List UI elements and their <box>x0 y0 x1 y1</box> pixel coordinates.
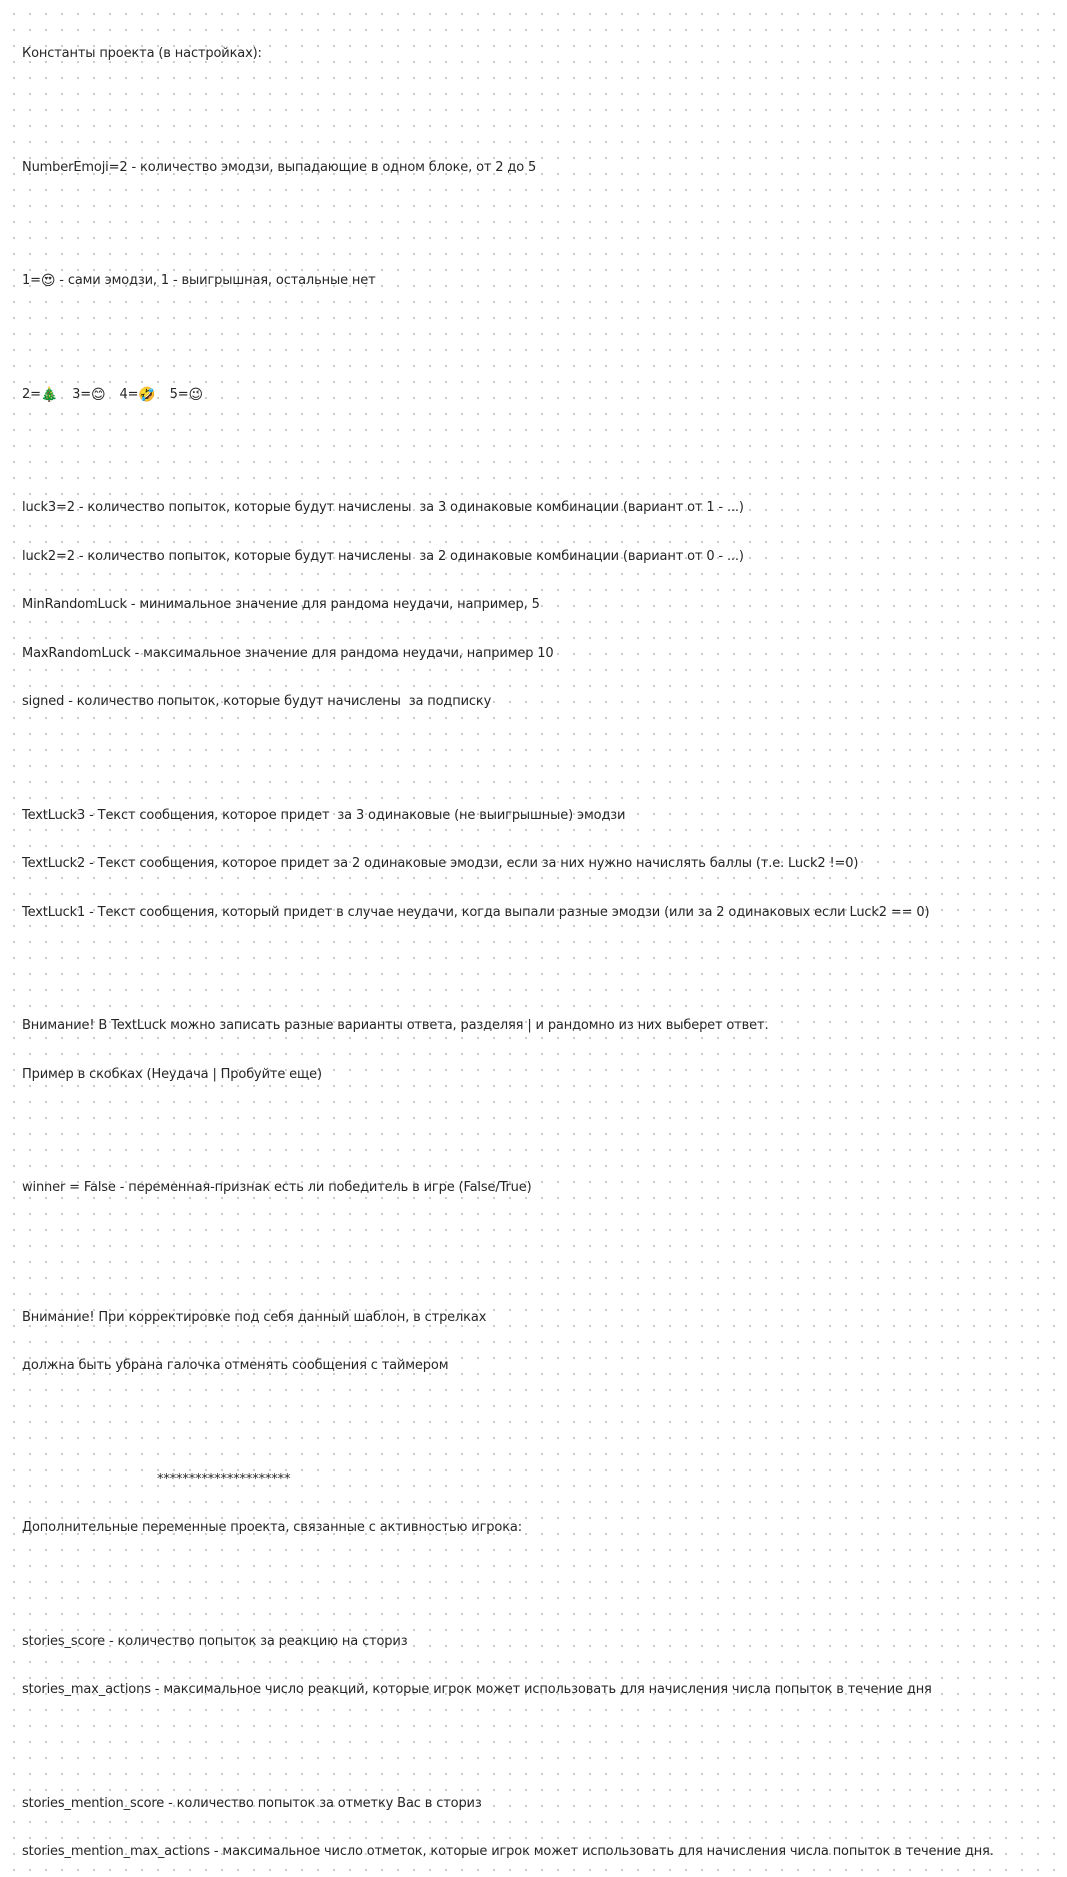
text-luck1-line: TextLuck1 - Текст сообщения, который придет в случае неудачи, когда выпали разные эмодзи (или за 2 одинаковых если Luck2 == 0) <box>22 904 930 920</box>
emoji-one-line <box>22 273 1062 289</box>
blank-lines <box>22 1229 1062 1261</box>
max-random-luck-line: MaxRandomLuck - максимальное значение для рандома неудачи, например 10 <box>22 645 554 661</box>
emoji-item-2 <box>22 387 58 403</box>
blank-line <box>22 954 1062 970</box>
emoji-one-prefix: 1= <box>22 273 41 289</box>
winking-face-emoji-icon: 😉 <box>188 386 203 403</box>
heart-eyes-emoji-icon: 😍 <box>40 273 56 290</box>
emoji-item-4 <box>120 387 156 403</box>
emoji-label: 2= <box>22 386 41 402</box>
stories-mention-max-actions-line: stories_mention_max_actions - максимальное число отметок, которые игрок может использовать для начисления числа попыток в течение дня. <box>22 1844 994 1860</box>
emoji-label: 3= <box>72 386 92 402</box>
blank-line <box>22 1731 1062 1747</box>
winner-line: winner = False - переменная-признак есть ли победитель в игре (False/True) <box>22 1180 532 1196</box>
attention-textluck-line: Внимание! В TextLuck можно записать разные варианты ответа, разделяя | и рандомно из них выберет ответ. <box>22 1018 769 1034</box>
min-random-luck-line: MinRandomLuck - минимальное значение для рандома неудачи, например, 5 <box>22 597 540 613</box>
example-line: Пример в скобках (Неудача | Пробуйте еще) <box>22 1066 322 1082</box>
stories-score-line: stories_score - количество попыток за реакцию на сториз <box>22 1633 408 1649</box>
extra-variables-header: Дополнительные переменные проекта, связанные с активностью игрока: <box>22 1520 522 1536</box>
attention-timer-line: Внимание! При корректировке под себя данный шаблон, в стрелках <box>22 1309 487 1325</box>
blank-line <box>22 208 1062 224</box>
text-luck3-line: TextLuck3 - Текст сообщения, которое придет за 3 одинаковые (не выигрышные) эмодзи <box>22 807 626 823</box>
text-luck2-line: TextLuck2 - Текст сообщения, которое придет за 2 одинаковые эмодзи, если за них нужно начислять баллы (т.е. Luck2 !=0) <box>22 856 859 872</box>
stories-mention-score-line: stories_mention_score - количество попыток за отметку Вас в сториз <box>22 1795 482 1811</box>
note-text-block[interactable] <box>22 14 1062 1877</box>
stories-max-actions-line: stories_max_actions - максимальное число реакций, которые игрок может использовать для начисления числа попыток в течение дня <box>22 1682 932 1698</box>
emoji-item-3 <box>72 387 105 403</box>
blank-line <box>22 435 1062 451</box>
blank-line <box>22 743 1062 759</box>
blank-line <box>22 95 1062 111</box>
blank-line <box>22 1116 1062 1132</box>
number-emoji-line: NumberEmoji=2 - количество эмодзи, выпадающие в одном блоке, от 2 до 5 <box>22 159 537 175</box>
signed-line: signed - количество попыток, которые будут начислены за подписку <box>22 694 492 710</box>
separator-stars: ********************* <box>157 1471 291 1487</box>
emoji-others-line <box>22 387 1062 403</box>
blank-line <box>22 1407 1062 1423</box>
blank-line <box>22 322 1062 338</box>
emoji-label: 4= <box>119 386 139 402</box>
blank-line <box>22 1569 1062 1585</box>
emoji-label: 5= <box>169 386 189 402</box>
attention-timer-line-2: должна быть убрана галочка отменять сообщения с таймером <box>22 1358 449 1374</box>
note-header: Константы проекта (в настройках): <box>22 46 262 62</box>
emoji-one-description: - сами эмодзи, 1 - выигрышная, остальные нет <box>55 273 376 289</box>
luck3-line: luck3=2 - количество попыток, которые будут начислены за 3 одинаковые комбинации (вариант от 1 - ...) <box>22 499 744 515</box>
emoji-item-5 <box>170 387 203 403</box>
luck2-line: luck2=2 - количество попыток, которые будут начислены за 2 одинаковые комбинации (вариант от 0 - ...) <box>22 548 744 564</box>
rolling-laughing-emoji-icon: 🤣 <box>138 386 156 403</box>
christmas-tree-emoji-icon: 🎄 <box>40 386 59 403</box>
smiling-face-emoji-icon: 😊 <box>91 386 106 403</box>
